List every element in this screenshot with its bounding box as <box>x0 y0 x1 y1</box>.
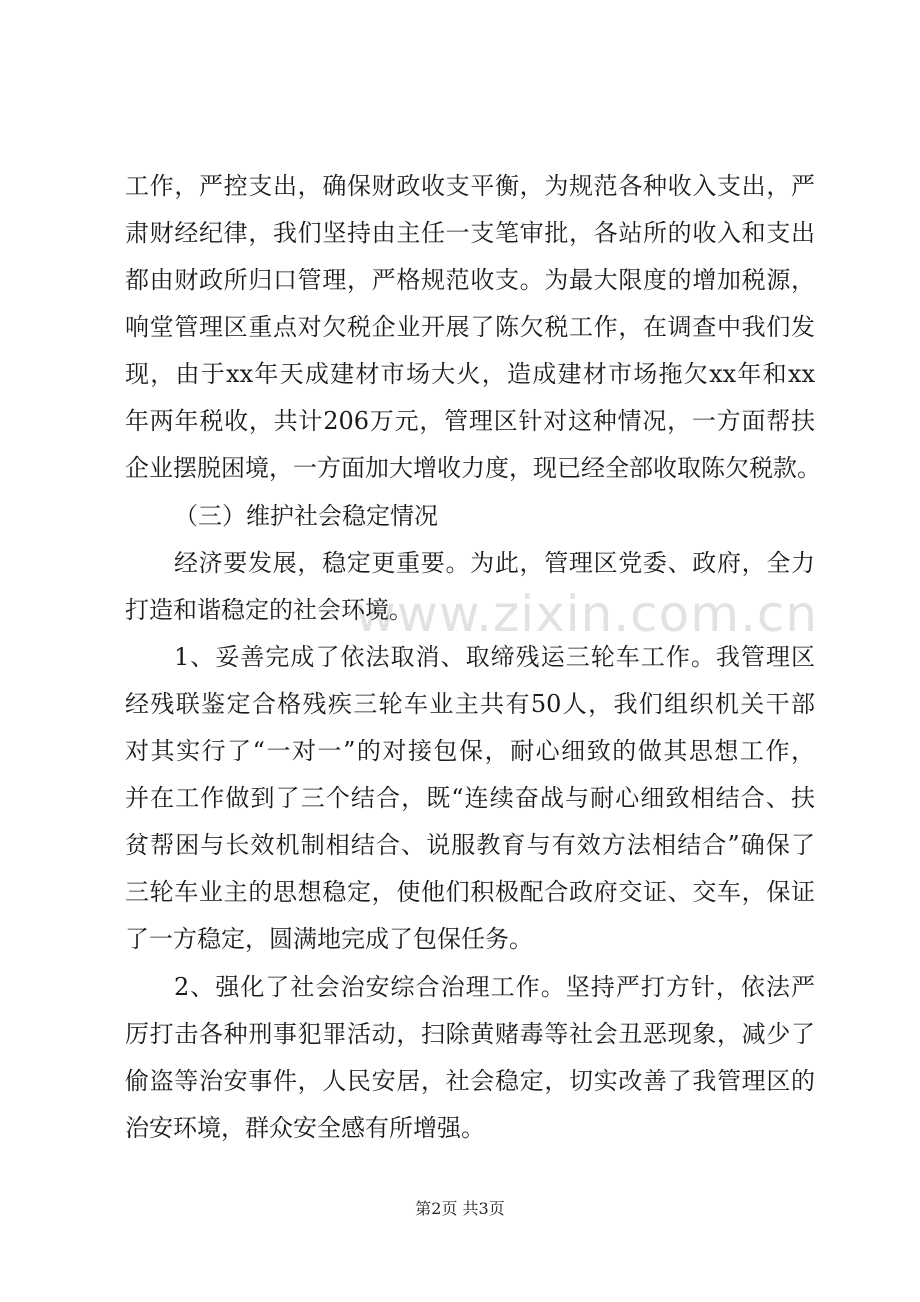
text-line: 并在工作做到了三个结合，既“连续奋战与耐心细致相结合、扶 <box>125 784 815 812</box>
text-line: 年两年税收，共计206万元，管理区针对这种情况，一方面帮扶 <box>125 407 815 435</box>
text-line: 厉打击各种刑事犯罪活动，扫除黄赌毒等社会丑恶现象，减少了 <box>125 1020 815 1048</box>
text-line: 偷盗等治安事件，人民安居，社会稳定，切实改善了我管理区的 <box>125 1067 815 1095</box>
text-line: 打造和谐稳定的社会环境。 <box>125 596 413 624</box>
text-line: 经残联鉴定合格残疾三轮车业主共有50人，我们组织机关干部 <box>125 690 815 718</box>
paragraph-first-line: 2、强化了社会治安综合治理工作。坚持严打方针，依法严 <box>174 973 815 1001</box>
text-line: 肃财经纪律，我们坚持由主任一支笔审批，各站所的收入和支出 <box>125 219 815 247</box>
paragraph-first-line: 1、妥善完成了依法取消、取缔残运三轮车工作。我管理区 <box>174 643 815 671</box>
text-line: 了一方稳定，圆满地完成了包保任务。 <box>125 925 533 953</box>
text-line: 工作，严控支出，确保财政收支平衡，为规范各种收入支出，严 <box>125 172 815 200</box>
watermark: www.zixin.com.cn <box>355 585 819 643</box>
text-line: 现，由于xx年天成建材市场大火，造成建材市场拖欠xx年和xx <box>125 360 815 388</box>
text-line: 三轮车业主的思想稳定，使他们积极配合政府交证、交车，保证 <box>125 878 815 906</box>
text-line: 治安环境，群众安全感有所增强。 <box>125 1114 485 1142</box>
section-heading: （三）维护社会稳定情况 <box>174 502 438 530</box>
text-line: 企业摆脱困境，一方面加大增收力度，现已经全部收取陈欠税款。 <box>125 454 821 482</box>
text-line: 都由财政所归口管理，严格规范收支。为最大限度的增加税源， <box>125 266 815 294</box>
text-line: 贫帮困与长效机制相结合、说服教育与有效方法相结合”确保了 <box>125 831 815 859</box>
paragraph-first-line: 经济要发展，稳定更重要。为此，管理区党委、政府，全力 <box>174 549 815 577</box>
text-line: 响堂管理区重点对欠税企业开展了陈欠税工作，在调查中我们发 <box>125 313 815 341</box>
page-footer: 第2页 共3页 <box>415 1199 505 1218</box>
text-line: 对其实行了“一对一”的对接包保，耐心细致的做其思想工作， <box>125 737 815 765</box>
